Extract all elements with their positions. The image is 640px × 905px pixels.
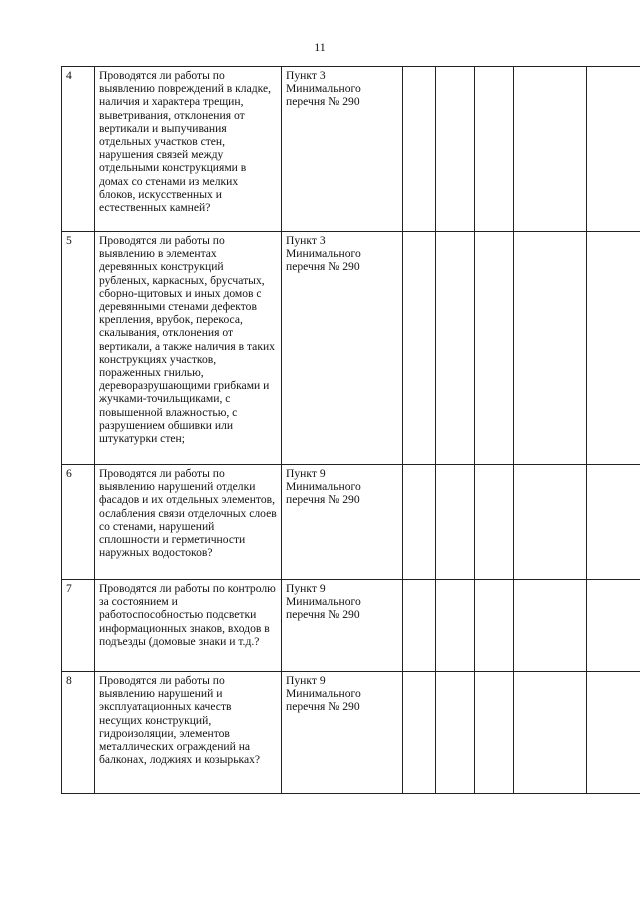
answer-cell <box>587 580 640 672</box>
table-row <box>62 672 640 794</box>
answer-cell <box>403 672 436 794</box>
reference-cell: Пункт 9 Минимального перечня № 290 <box>282 580 403 672</box>
page-number: 11 <box>314 40 326 54</box>
table-row <box>62 67 640 232</box>
answer-cell <box>514 232 587 465</box>
answer-cell <box>436 465 475 580</box>
question-cell: Проводятся ли работы по контролю за состоянием и работоспособностью подсветки информационных знаков, входов в подъезды (домовые знаки и т.д.? <box>95 580 282 672</box>
answer-cell <box>403 67 436 232</box>
reference-cell: Пункт 3 Минимального перечня № 290 <box>282 67 403 232</box>
answer-cell <box>587 67 640 232</box>
row-number: 4 <box>62 67 95 232</box>
checklist-table <box>61 66 640 794</box>
reference-cell: Пункт 9 Минимального перечня № 290 <box>282 465 403 580</box>
answer-cell <box>587 465 640 580</box>
row-number: 7 <box>62 580 95 672</box>
table-row <box>62 232 640 465</box>
answer-cell <box>475 465 514 580</box>
answer-cell <box>403 580 436 672</box>
answer-cell <box>475 580 514 672</box>
answer-cell <box>587 672 640 794</box>
answer-cell <box>436 580 475 672</box>
reference-cell: Пункт 9 Минимального перечня № 290 <box>282 672 403 794</box>
answer-cell <box>514 67 587 232</box>
answer-cell <box>403 465 436 580</box>
answer-cell <box>475 67 514 232</box>
answer-cell <box>436 67 475 232</box>
question-cell: Проводятся ли работы по выявлению в элементах деревянных конструкций рубленых, каркасных, брусчатых, сборно-щитовых и иных домов с деревянными стенами дефектов крепления, врубок, перекоса, скалывания, отклонения от вертикали, а также наличия в таких конструкциях участков, пораженных гнилью, дереворазрушающими грибками и жучками-точильщиками, с повышенной влажностью, с разрушением обшивки или штукатурки стен; <box>95 232 282 465</box>
reference-cell: Пункт 3 Минимального перечня № 290 <box>282 232 403 465</box>
answer-cell <box>587 232 640 465</box>
table-row <box>62 465 640 580</box>
answer-cell <box>403 232 436 465</box>
row-number: 5 <box>62 232 95 465</box>
question-cell: Проводятся ли работы по выявлению нарушений и эксплуатационных качеств несущих конструкций, гидроизоляции, элементов металлических ограждений на балконах, лоджиях и козырьках? <box>95 672 282 794</box>
table-row <box>62 580 640 672</box>
question-cell: Проводятся ли работы по выявлению повреждений в кладке, наличия и характера трещин, выветривания, отклонения от вертикали и выпучивания отдельных участков стен, нарушения связей между отдельными конструкциями в домах со стенами из мелких блоков, искусственных и естественных камней? <box>95 67 282 232</box>
answer-cell <box>475 672 514 794</box>
answer-cell <box>514 465 587 580</box>
answer-cell <box>475 232 514 465</box>
question-cell: Проводятся ли работы по выявлению нарушений отделки фасадов и их отдельных элементов, ослабления связи отделочных слоев со стенами, нарушений сплошности и герметичности наружных водостоков? <box>95 465 282 580</box>
answer-cell <box>436 232 475 465</box>
row-number: 6 <box>62 465 95 580</box>
answer-cell <box>514 672 587 794</box>
answer-cell <box>436 672 475 794</box>
row-number: 8 <box>62 672 95 794</box>
answer-cell <box>514 580 587 672</box>
